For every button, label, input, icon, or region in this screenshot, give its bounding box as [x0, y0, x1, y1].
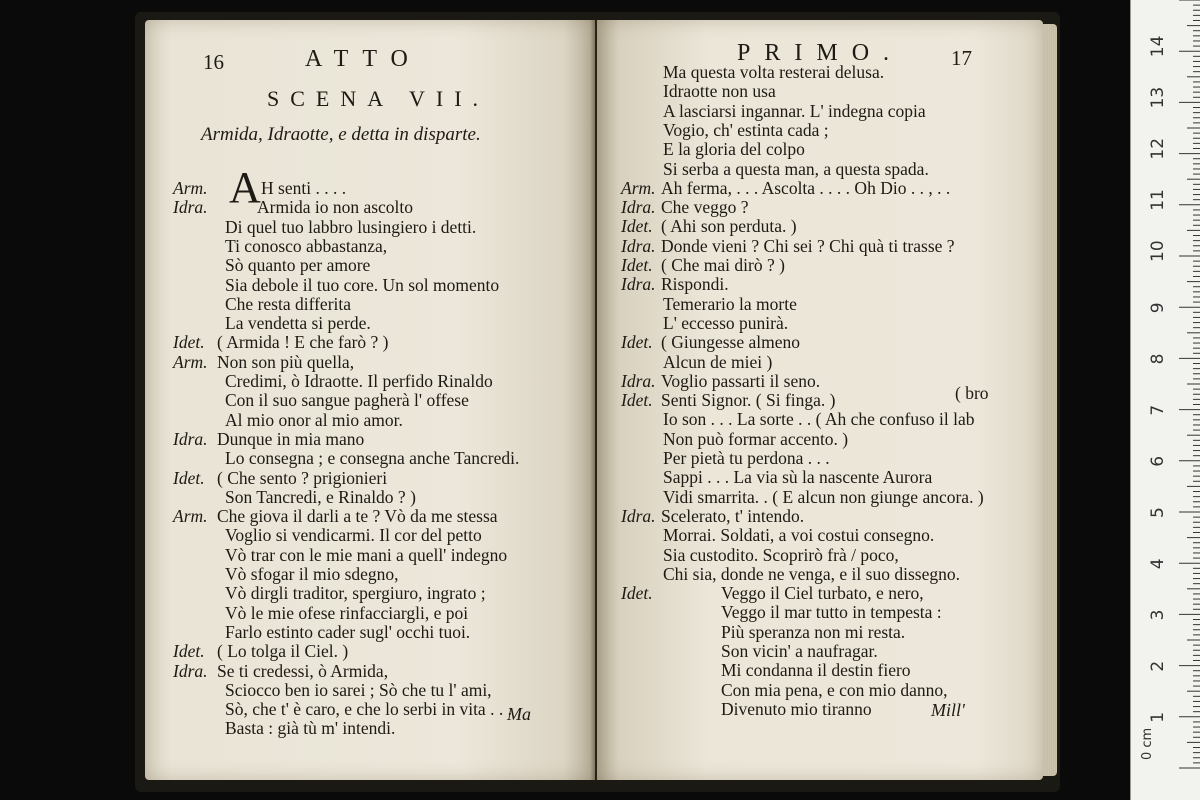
text-line: [173, 487, 593, 508]
speaker-label: Idet.: [621, 255, 653, 275]
text-line: [621, 101, 1041, 122]
ruler-label: 13: [1148, 86, 1168, 109]
scene-heading: SCENA VII.: [267, 86, 490, 111]
text-line: [173, 641, 593, 662]
text-line: [621, 622, 1041, 643]
speaker-label: Idra.: [173, 660, 208, 681]
text-line: [621, 274, 1041, 295]
verse-text: Veggo il mar tutto in tempesta :: [721, 602, 942, 623]
verse-text: ( Lo tolga il Ciel. ): [217, 641, 349, 662]
verse-text: Vidi smarrita. . ( E alcun non giunge ancora. ): [663, 486, 984, 507]
speaker-label: Idra.: [621, 370, 656, 391]
verse-text: Temerario la morte: [663, 293, 797, 314]
verse-text: Per pietà tu perdona . . .: [663, 448, 830, 468]
verse-text: Donde vieni ? Chi sei ? Chi quà ti trasse ?: [661, 235, 955, 256]
text-line: [621, 62, 1041, 83]
verse-text: Con mia pena, e con mio danno,: [721, 679, 948, 700]
text-line: [173, 680, 593, 701]
speaker-label: Idra.: [621, 274, 656, 295]
text-line: [173, 294, 593, 315]
ruler-label: 14: [1148, 35, 1168, 58]
speaker-label: Arm.: [173, 351, 208, 372]
text-line: [621, 564, 1041, 585]
verse-text: La vendetta si perde.: [225, 313, 371, 334]
verse-text: Al mio onor al mio amor.: [225, 409, 403, 430]
text-line: [621, 641, 1041, 662]
text-line: [173, 448, 593, 469]
text-line: [621, 680, 1041, 701]
verse-text: Sciocco ben io sarei ; Sò che tu l' ami,: [225, 679, 492, 700]
text-line: [621, 448, 1041, 469]
verse-text: Son Tancredi, e Rinaldo ? ): [225, 486, 416, 507]
text-line: [173, 545, 593, 566]
verse-text: Io son . . . La sorte . . ( Ah che confuso il lab: [663, 409, 975, 430]
text-line: [173, 371, 593, 392]
speaker-label: Arm.: [173, 506, 208, 527]
text-line: [173, 583, 593, 604]
verse-text: Credimi, ò Idraotte. Il perfido Rinaldo: [225, 371, 493, 391]
verse-text: Mi condanna il destin fiero: [721, 660, 911, 681]
verse-text: Veggo il Ciel turbato, e nero,: [721, 583, 924, 604]
ruler-label: 12: [1148, 137, 1168, 160]
verse-text: Vogio, ch' estinta cada ;: [663, 119, 829, 140]
text-line: [621, 487, 1041, 508]
ruler-unit-label: 0 cm: [1140, 727, 1155, 760]
ruler-label: 8: [1148, 353, 1168, 365]
verse-text: Che resta differita: [225, 293, 352, 314]
speaker-label: Idet.: [173, 332, 205, 353]
verse-text: Che veggo ?: [661, 197, 749, 218]
verse-text: Armida io non ascolto: [257, 197, 414, 218]
verse-text: Non son più quella,: [217, 351, 355, 372]
text-line: [621, 506, 1041, 527]
right-catchword: Mill': [931, 700, 965, 720]
speaker-label: Arm.: [621, 177, 656, 198]
verse-text: Con il suo sangue pagherà l' offese: [225, 390, 469, 411]
verse-text: A lasciarsi ingannar. L' indegna copia: [663, 100, 926, 121]
text-line: [621, 255, 1041, 276]
text-line: [173, 661, 593, 682]
speaker-label: Idra.: [621, 197, 656, 218]
text-line: [621, 429, 1041, 450]
text-line: [173, 217, 593, 238]
text-line: [621, 545, 1041, 566]
text-line: [173, 390, 593, 411]
ruler-label: 1: [1148, 711, 1168, 723]
verse-text: Sappi . . . La via sù la nascente Aurora: [663, 467, 933, 488]
text-line: [621, 467, 1041, 488]
left-page-number: 16: [203, 50, 224, 74]
text-line: [173, 468, 593, 489]
left-catchword: Ma: [507, 704, 531, 724]
verse-text: Ah ferma, . . . Ascolta . . . . Oh Dio . . , . .: [661, 177, 951, 198]
speaker-label: Idet.: [173, 641, 205, 662]
right-page-number: 17: [951, 46, 972, 70]
verse-text: Voglio si vendicarmi. Il cor del petto: [225, 525, 482, 546]
left-page: [145, 20, 595, 780]
text-line: [621, 120, 1041, 141]
right-page: [597, 20, 1043, 780]
verse-text: Di quel tuo labbro lusingiero i detti.: [225, 216, 477, 237]
speaker-label: Idet.: [621, 216, 653, 237]
verse-text: Sò, che t' è caro, e che lo serbi in vita . . .: [225, 699, 512, 720]
ruler-label: 10: [1148, 240, 1168, 262]
measurement-ruler: [1130, 0, 1200, 800]
verse-text: H senti . . . .: [261, 178, 347, 198]
verse-text: Chi sia, donde ne venga, e il suo dissegno.: [663, 563, 960, 584]
verse-text: Ti conosco abbastanza,: [225, 235, 388, 256]
left-running-head: ATTO: [305, 46, 422, 72]
text-line: [173, 332, 593, 353]
text-line: [173, 255, 593, 276]
text-line: [621, 699, 1041, 720]
verse-text: ( Armida ! E che farò ? ): [217, 332, 389, 353]
text-line: [173, 313, 593, 334]
verse-text: Lo consegna ; e consegna anche Tancredi.: [225, 448, 520, 469]
text-line: [173, 275, 593, 296]
verse-text: Idraotte non usa: [663, 81, 776, 102]
verse-text: Ma questa volta resterai delusa.: [663, 62, 885, 82]
text-line: [173, 410, 593, 431]
verse-text: Senti Signor. ( Si finga. ): [661, 390, 836, 411]
text-line: [621, 139, 1041, 160]
text-line: [621, 159, 1041, 180]
verse-text: Sia custodito. Scoprirò frà / poco,: [663, 544, 899, 565]
text-line: [621, 313, 1041, 334]
text-line: [621, 178, 1041, 199]
ruler-label: 3: [1148, 609, 1168, 621]
speaker-label: Idra.: [173, 197, 208, 218]
text-line: [621, 409, 1041, 430]
ruler-label: 9: [1148, 302, 1168, 314]
turnover-bracket: ( bro: [955, 383, 989, 403]
speaker-label: Arm.: [173, 178, 208, 198]
text-line: [621, 216, 1041, 237]
text-line: [173, 564, 593, 585]
text-line: [621, 197, 1041, 218]
verse-text: Alcun de miei ): [663, 351, 773, 372]
verse-text: Che giova il darli a te ? Vò da me stessa: [217, 506, 498, 527]
verse-text: Rispondi.: [661, 274, 729, 295]
verse-text: Divenuto mio tiranno: [721, 698, 872, 719]
ruler-label: 7: [1148, 404, 1168, 416]
verse-text: Vò trar con le mie mani a quell' indegno: [225, 544, 508, 565]
dropcap-initial: A: [229, 163, 261, 212]
ruler-label: 5: [1148, 507, 1168, 518]
text-line: [173, 525, 593, 546]
speaker-label: Idra.: [621, 235, 656, 256]
text-line: [621, 660, 1041, 681]
verse-text: Morrai. Soldati, a voi costui consegno.: [663, 525, 935, 546]
text-line: [621, 583, 1041, 604]
ruler-label: 6: [1148, 455, 1168, 467]
text-line: [621, 332, 1041, 353]
verse-text: Dunque in mia mano: [217, 428, 365, 449]
verse-text: ( Che sento ? prigionieri: [217, 467, 388, 488]
verse-text: Più speranza non mi resta.: [721, 621, 906, 642]
verse-text: ( Che mai dirò ? ): [661, 255, 785, 275]
verse-text: Sia debole il tuo core. Un sol momento: [225, 274, 500, 295]
text-line: [621, 81, 1041, 102]
verse-text: Non può formar accento. ): [663, 428, 849, 449]
text-line: [173, 352, 593, 373]
text-line: [173, 236, 593, 257]
text-line: [173, 429, 593, 450]
speaker-label: Idet.: [621, 390, 653, 411]
speaker-label: Idra.: [621, 505, 656, 526]
speaker-label: Idra.: [173, 428, 208, 449]
verse-text: Voglio passarti il seno.: [661, 370, 821, 391]
verse-text: Se ti credessi, ò Armida,: [217, 660, 389, 681]
text-line: [173, 603, 593, 624]
verse-text: Si serba a questa man, a questa spada.: [663, 158, 929, 179]
verse-text: Basta : già tù m' intendi.: [225, 718, 396, 739]
text-line: [621, 352, 1041, 373]
speaker-label: Idet.: [621, 332, 653, 353]
speaker-label: Idet.: [621, 583, 653, 604]
speaker-label: Idet.: [173, 467, 205, 488]
ruler-label: 4: [1148, 558, 1168, 570]
ruler-label: 11: [1148, 189, 1168, 211]
ruler-scale: [1131, 0, 1200, 800]
text-line: [621, 525, 1041, 546]
page-edges: [1043, 24, 1057, 776]
right-running-head: PRIMO.: [737, 40, 904, 66]
verse-text: Farlo estinto cader sugl' occhi tuoi.: [225, 621, 471, 642]
text-line: [621, 294, 1041, 315]
text-line: [621, 602, 1041, 623]
stage-direction: Armida, Idraotte, e detta in disparte.: [201, 124, 481, 145]
verse-text: L' eccesso punirà.: [663, 312, 789, 333]
verse-text: E la gloria del colpo: [663, 139, 805, 160]
verse-text: Vò dirgli traditor, spergiuro, ingrato ;: [225, 583, 486, 604]
text-line: [621, 236, 1041, 257]
verse-text: Vò le mie ofese rinfacciargli, e poi: [225, 602, 469, 623]
ruler-label: 2: [1148, 660, 1168, 672]
verse-text: Son vicin' a naufragar.: [721, 641, 878, 661]
text-line: [173, 622, 593, 643]
verse-text: Scelerato, t' intendo.: [661, 505, 805, 526]
verse-text: ( Giungesse almeno: [661, 332, 800, 353]
verse-text: ( Ahi son perduta. ): [661, 216, 797, 237]
text-line: [173, 506, 593, 527]
verse-text: Vò sfogar il mio sdegno,: [225, 564, 399, 584]
verse-text: Sò quanto per amore: [225, 255, 371, 276]
